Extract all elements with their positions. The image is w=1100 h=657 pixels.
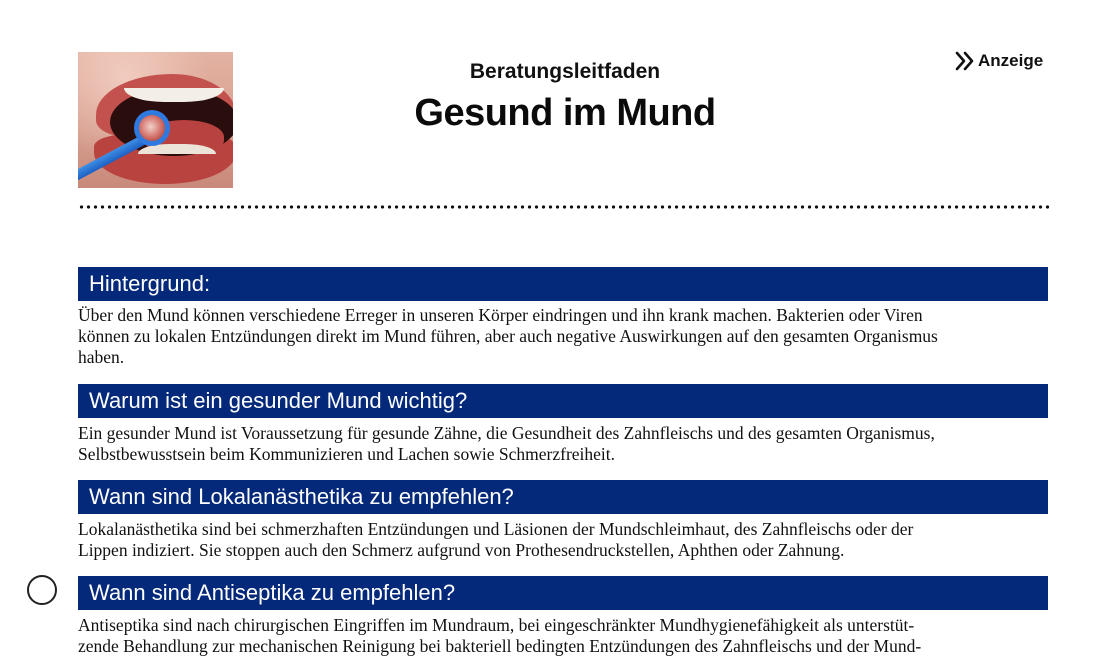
- text-line: können zu lokalen Entzündungen direkt im Mund führen, aber auch negative Auswirkungen auf den gesamten Organismus: [78, 326, 938, 346]
- text-line: Lokalanästhetika sind bei schmerzhaften Entzündungen und Läsionen der Mundschleimhaut, des Zahnfleischs oder der: [78, 519, 914, 539]
- section-heading-antiseptika: Wann sind Antiseptika zu empfehlen?: [78, 576, 1048, 610]
- section-text-antiseptika: [78, 615, 1053, 657]
- text-line: Über den Mund können verschiedene Erreger in unseren Körper eindringen und ihn krank machen. Bakterien oder Viren: [78, 305, 923, 325]
- circle-marker-icon: [27, 575, 57, 605]
- section-heading-warum: Warum ist ein gesunder Mund wichtig?: [78, 384, 1048, 418]
- section-heading-lokalanaesthetika: Wann sind Lokalanästhetika zu empfehlen?: [78, 480, 1048, 514]
- text-line: zende Behandlung zur mechanischen Reinigung bei bakteriell bedingten Entzündungen des Zahnfleischs und der Mund-: [78, 636, 922, 656]
- double-chevron-right-icon: [954, 50, 976, 72]
- text-line: Ein gesunder Mund ist Voraussetzung für gesunde Zähne, die Gesundheit des Zahnfleischs und des gesamten Organismus,: [78, 423, 935, 443]
- text-line: haben.: [78, 347, 125, 367]
- section-text-warum: [78, 423, 1053, 465]
- text-line: Antiseptika sind nach chirurgischen Eingriffen im Mundraum, bei eingeschränkter Mundhygienefähigkeit als unterstüt-: [78, 615, 915, 635]
- text-line: Selbstbewusstsein beim Kommunizieren und Lachen sowie Schmerzfreiheit.: [78, 444, 616, 464]
- section-heading-hintergrund: Hintergrund:: [78, 267, 1048, 301]
- ad-label-text: Anzeige: [978, 51, 1044, 70]
- ad-label: [954, 50, 1043, 72]
- text-line: Lippen indiziert. Sie stoppen auch den Schmerz aufgrund von Prothesendruckstellen, Aphthen oder Zahnung.: [78, 540, 845, 560]
- dotted-divider: [78, 205, 1050, 209]
- page-kicker: Beratungsleitfaden: [469, 60, 661, 83]
- section-text-lokalanaesthetika: [78, 519, 1053, 561]
- page-title: Gesund im Mund: [414, 92, 716, 134]
- section-text-hintergrund: [78, 305, 1053, 368]
